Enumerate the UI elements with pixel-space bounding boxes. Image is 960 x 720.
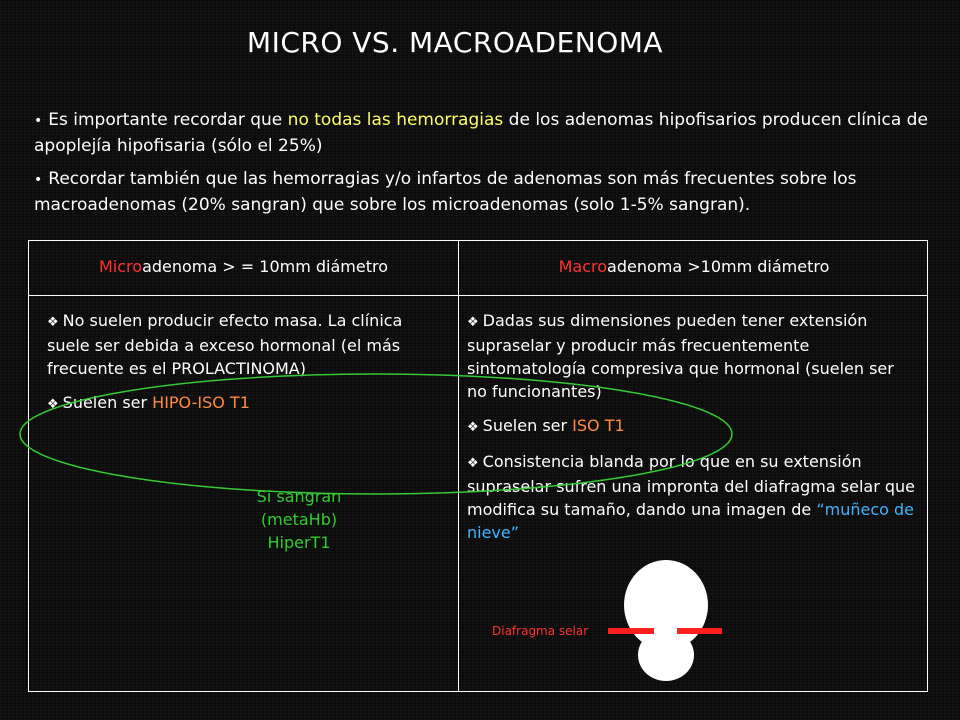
diamond-bullet-icon: ❖ — [47, 315, 59, 330]
micro-column — [47, 309, 417, 427]
macro-header — [459, 257, 929, 276]
header-divider — [29, 295, 927, 296]
macro-column — [467, 309, 917, 555]
macro-point-2-highlight: ISO T1 — [572, 416, 625, 435]
micro-point-2-highlight: HIPO-ISO T1 — [152, 393, 250, 412]
bullet-1-pre: Es importante recordar que — [48, 110, 288, 130]
diamond-bullet-icon: ❖ — [467, 420, 479, 435]
column-divider — [458, 241, 459, 691]
micro-header-prefix: Micro — [99, 257, 143, 276]
macro-header-rest: adenoma >10mm diámetro — [607, 257, 830, 276]
macro-header-prefix: Macro — [558, 257, 608, 276]
bleed-note-line-1: Si sangran (metaHb) — [256, 487, 342, 529]
micro-point-1 — [47, 309, 417, 380]
macro-point-3 — [467, 450, 917, 544]
diamond-bullet-icon: ❖ — [467, 315, 479, 330]
bleed-note-line-2: HiperT1 — [267, 533, 331, 552]
bullet-dot-icon: • — [34, 113, 43, 129]
bullet-1-post: de los adenomas hipofisarios producen clínica de apoplejía hipofisaria (sólo el 25%) — [34, 110, 928, 156]
diaphragm-label: Diafragma selar — [492, 624, 589, 638]
diamond-bullet-icon: ❖ — [47, 397, 59, 412]
bullet-dot-icon: • — [34, 172, 43, 188]
bullet-1-highlight: no todas las hemorragias — [287, 110, 504, 130]
micro-point-2 — [47, 391, 417, 416]
macro-point-2 — [467, 414, 917, 439]
bullet-1 — [34, 108, 944, 159]
slide-title: MICRO VS. MACROADENOMA — [246, 26, 664, 59]
micro-header — [29, 257, 458, 276]
bullet-2-text: Recordar también que las hemorragias y/o infartos de adenomas son más frecuentes sobre los macroadenomas (20% sangran) que sobre los microadenomas (solo 1-5% sangran). — [34, 169, 857, 215]
micro-header-rest: adenoma > = 10mm diámetro — [142, 257, 388, 276]
bleed-note — [229, 485, 369, 554]
intro-bullets — [34, 108, 944, 226]
micro-point-2-pre: Suelen ser — [62, 393, 153, 412]
macro-point-3-pre: Consistencia blanda por lo que en su extensión supraselar sufren una impronta del diafragma selar que modifica su tamaño, dando una imagen de — [467, 452, 916, 519]
bullet-2 — [34, 167, 944, 218]
macro-point-2-pre: Suelen ser — [482, 416, 573, 435]
micro-point-1-text: No suelen producir efecto masa. La clínica suele ser debida a exceso hormonal (el más frecuente es el PROLACTINOMA) — [47, 311, 403, 378]
macro-point-1-text: Dadas sus dimensiones pueden tener extensión supraselar y producir más frecuentemente sintomatología compresiva que hormonal (suelen ser no funcionantes) — [467, 311, 894, 401]
comparison-table — [28, 240, 928, 692]
macro-point-1 — [467, 309, 917, 403]
diamond-bullet-icon: ❖ — [467, 456, 479, 471]
macro-point-3-highlight: “muñeco de nieve” — [467, 500, 914, 542]
